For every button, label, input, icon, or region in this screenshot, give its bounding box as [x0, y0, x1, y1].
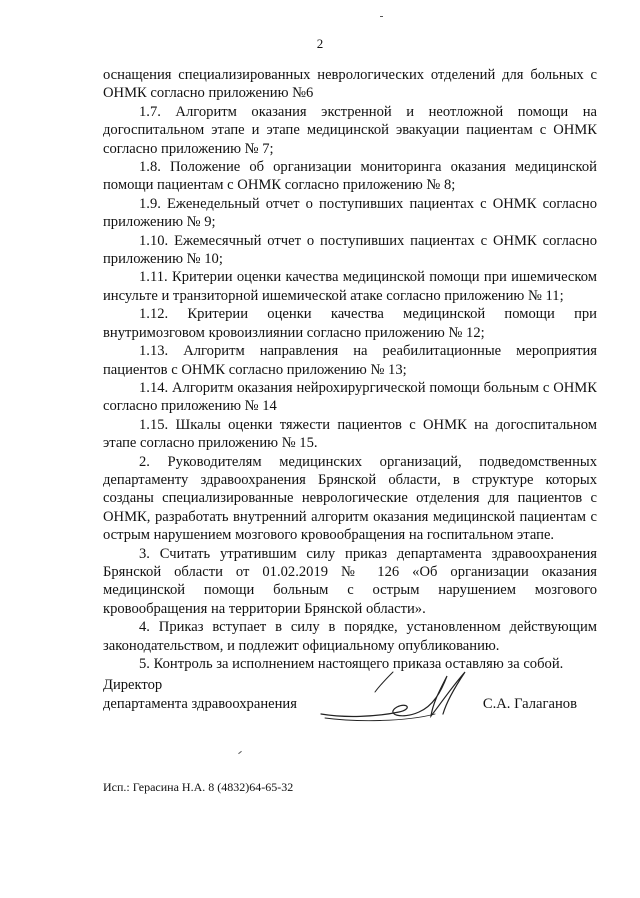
- paragraph-1-14: 1.14. Алгоритм оказания нейрохирургической помощи больным с ОНМК согласно приложению № 14: [103, 379, 597, 415]
- document-body: [103, 66, 597, 673]
- scan-speck: [380, 16, 383, 17]
- signer-role-line1: Директор: [103, 677, 163, 693]
- handwritten-signature: [315, 662, 485, 734]
- paragraph-1-15: 1.15. Шкалы оценки тяжести пациентов с ОНМК на догоспитальном этапе согласно приложению № 15.: [103, 416, 597, 452]
- paragraph-4: 4. Приказ вступает в силу в порядке, установленном действующим законодательством, и подлежит официальному опубликованию.: [103, 619, 597, 654]
- signer-role: [103, 676, 297, 714]
- paragraph-5: 5. Контроль за исполнением настоящего приказа оставляю за собой.: [139, 656, 564, 672]
- executor-line: Исп.: Герасина Н.А. 8 (4832)64-65-32: [103, 780, 294, 794]
- paragraph-1-9: 1.9. Еженедельный отчет о поступивших пациентах с ОНМК согласно приложению № 9;: [103, 195, 597, 231]
- paragraph-2: 2. Руководителям медицинских организаций, подведомственных департаменту здравоохранения Брянской области, в структуре которых созданы специализированные неврологические отделения для пациентов с ОНМК, разработать внутренний алгоритм оказания медицинской пациентам с острым нарушением мозгового кровообращения на госпитальном этапе.: [103, 453, 597, 544]
- scan-speck: [238, 751, 242, 754]
- signer-role-line2: департамента здравоохранения: [103, 696, 297, 712]
- paragraph-1-13: 1.13. Алгоритм направления на реабилитационные мероприятия пациентов с ОНМК согласно приложению № 13;: [103, 343, 597, 378]
- paragraph-3: 3. Считать утратившим силу приказ департамента здравоохранения Брянской области от 01.02.2019 № 126 «Об организации оказания медицинской помощи больным с острым нарушением мозгового кровообращения на территории Брянской области».: [103, 545, 597, 617]
- paragraph-1-11: 1.11. Критерии оценки качества медицинской помощи при ишемическом инсульте и транзиторной ишемической атаке согласно приложению № 11;: [103, 269, 597, 304]
- paragraph-1-8: 1.8. Положение об организации мониторинга оказания медицинской помощи пациентам с ОНМК согласно приложению № 8;: [103, 159, 597, 194]
- page-number: 2: [316, 36, 324, 51]
- signature-block: [103, 676, 597, 746]
- signer-name: С.А. Галаганов: [482, 696, 577, 712]
- paragraph-1-12: 1.12. Критерии оценки качества медицинской помощи при внутримозговом кровоизлиянии согласно приложению № 12;: [103, 306, 597, 341]
- paragraph-continuation: оснащения специализированных неврологических отделений для больных с ОНМК согласно приложению №6: [103, 67, 597, 102]
- paragraph-1-7: 1.7. Алгоритм оказания экстренной и неотложной помощи на догоспитальном этапе и этапе медицинской эвакуации пациентам с ОНМК согласно приложению № 7;: [103, 103, 597, 157]
- paragraph-1-10: 1.10. Ежемесячный отчет о поступивших пациентах с ОНМК согласно приложению № 10;: [103, 232, 597, 268]
